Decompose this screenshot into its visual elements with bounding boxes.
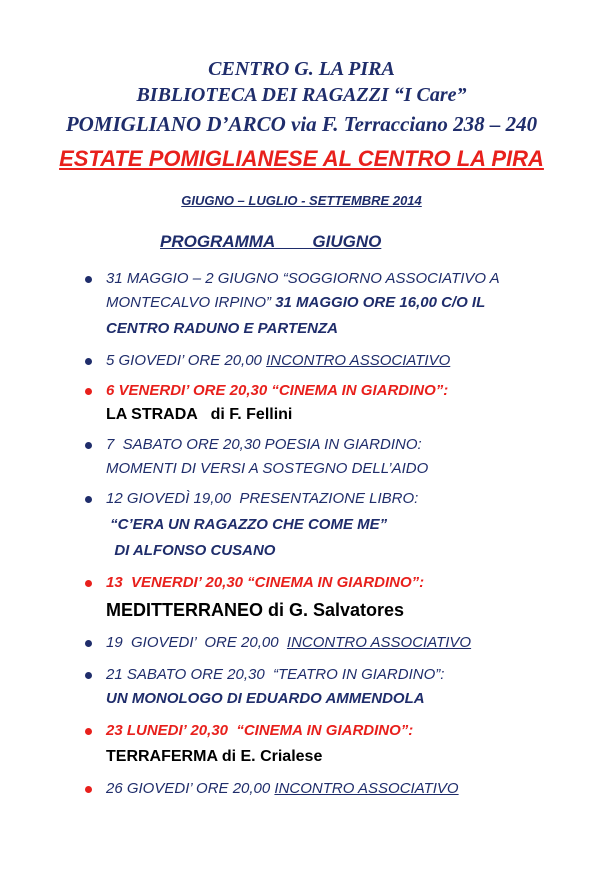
item-text-underlined: INCONTRO ASSOCIATIVO [286,634,472,651]
item-line [106,634,471,651]
months-subtitle: GIUGNO – LUGLIO - SETTEMBRE 2014 [181,193,422,208]
header-line-2: BIBLIOTECA DEI RAGAZZI “I Care” [136,84,467,106]
item-text: 26 GIOVEDI’ ORE 20,00 [106,780,275,797]
item-text-underlined: INCONTRO ASSOCIATIVO [266,352,451,369]
item-text: MONTECALVO IRPINO” [106,294,276,311]
item-line: “C’ERA UN RAGAZZO CHE COME ME” [106,516,388,533]
item-line: 6 VENERDI’ ORE 20,30 “CINEMA IN GIARDINO”: [106,382,449,399]
item-line: 7 SABATO ORE 20,30 POESIA IN GIARDINO: [106,436,422,453]
bullet-icon [85,580,92,587]
item-text: 19 GIOVEDI’ ORE 20,00 [106,634,287,651]
item-line: LA STRADA di F. Fellini [106,406,293,423]
bullet-icon [85,358,92,365]
bullet-icon [85,496,92,503]
item-line [106,294,485,311]
item-text: 5 GIOVEDI’ ORE 20,00 [106,352,267,369]
item-line: 23 LUNEDI’ 20,30 “CINEMA IN GIARDINO”: [106,722,414,739]
item-line [106,780,459,797]
item-text-underlined: INCONTRO ASSOCIATIVO [274,780,459,797]
bullet-icon [85,640,92,647]
bullet-icon [85,728,92,735]
item-line [106,352,450,369]
bullet-icon [85,388,92,395]
program-heading: PROGRAMMA GIUGNO [160,232,382,251]
item-line: CENTRO RADUNO E PARTENZA [106,320,338,337]
item-text-bold: 31 MAGGIO ORE 16,00 C/O IL [275,294,486,311]
item-line: MEDITTERRANEO di G. Salvatores [106,600,405,620]
item-line: UN MONOLOGO DI EDUARDO AMMENDOLA [106,690,425,707]
header-line-3: POMIGLIANO D’ARCO via F. Terracciano 238 – 240 [65,112,538,136]
bullet-icon [85,442,92,449]
item-line: 13 VENERDI’ 20,30 “CINEMA IN GIARDINO”: [106,574,425,591]
item-line: 12 GIOVEDÌ 19,00 PRESENTAZIONE LIBRO: [106,490,419,507]
item-line: MOMENTI DI VERSI A SOSTEGNO DELL’AIDO [106,460,429,477]
item-line: 21 SABATO ORE 20,30 “TEATRO IN GIARDINO”: [106,666,445,683]
item-line: DI ALFONSO CUSANO [106,542,276,559]
header-line-1: CENTRO G. LA PIRA [208,58,395,80]
bullet-icon [85,672,92,679]
bullet-icon [85,276,92,283]
item-line: 31 MAGGIO – 2 GIUGNO “SOGGIORNO ASSOCIATIVO A [106,270,500,287]
item-line: TERRAFERMA di E. Crialese [106,748,323,765]
bullet-icon [85,786,92,793]
event-title: ESTATE POMIGLIANESE AL CENTRO LA PIRA [59,146,544,171]
